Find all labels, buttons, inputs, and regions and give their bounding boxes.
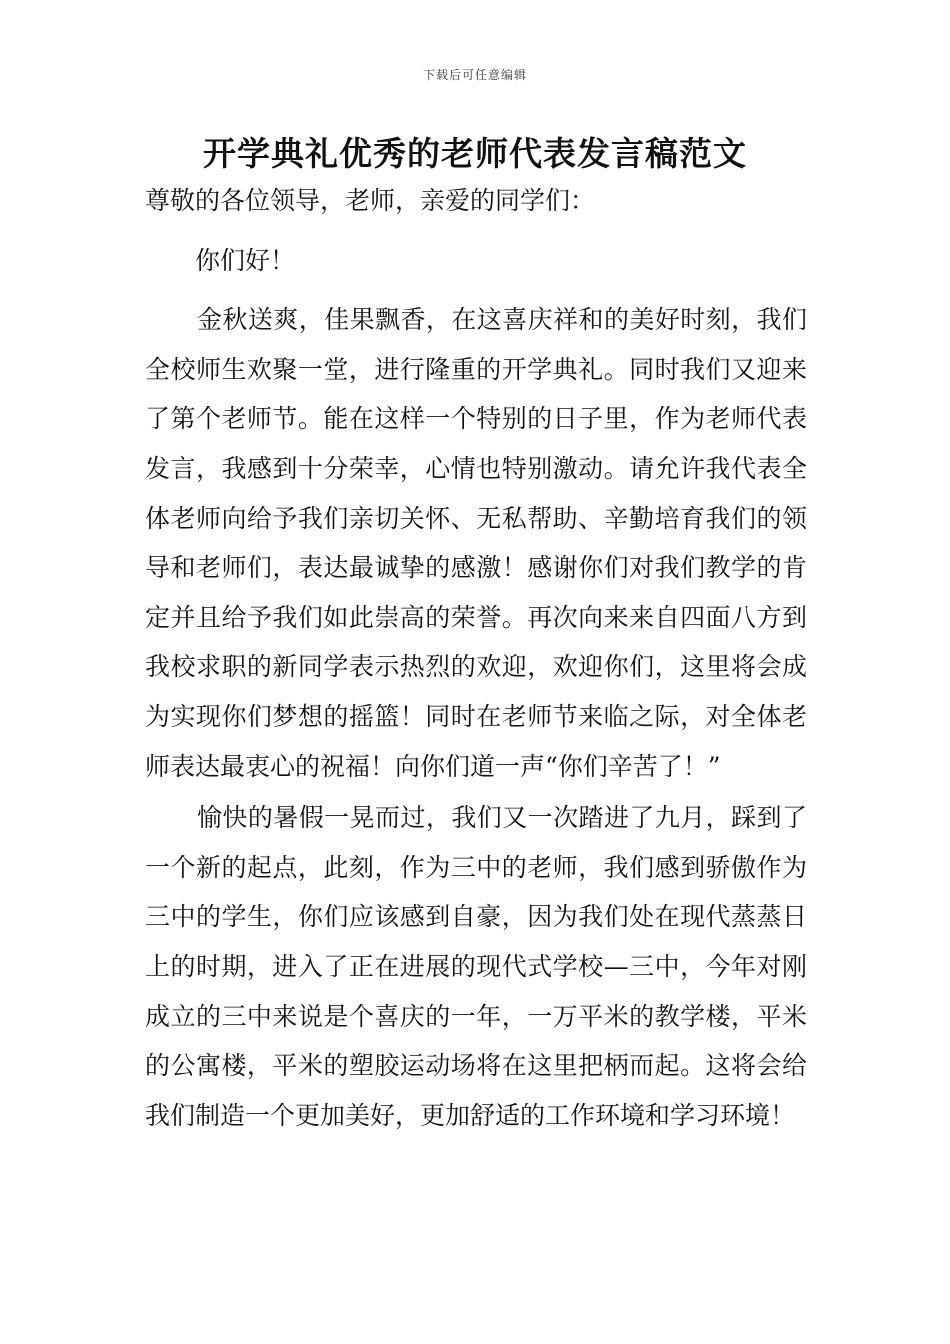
salutation: 尊敬的各位领导，老师，亲爱的同学们： bbox=[145, 186, 596, 215]
document-title: 开学典礼优秀的老师代表发言稿范文 bbox=[203, 134, 747, 173]
greeting: 你们好！ bbox=[195, 245, 296, 275]
document-body bbox=[145, 176, 807, 1140]
body-paragraph: 愉快的暑假一晃而过，我们又一次踏进了九月，踩到了一个新的起点，此刻，作为三中的老师，我们感到骄傲作为三中的学生，你们应该感到自豪，因为我们处在现代蒸蒸日上的时期，进入了正在进展的现代式学校—三中，今年对刚成立的三中来说是个喜庆的一年，一万平米的教学楼，平米的公寓楼，平米的塑胶运动场将在这里把柄而起。这将会给我们制造一个更加美好，更加舒适的工作环境和学习环境！ bbox=[145, 803, 807, 1130]
body-paragraph: 金秋送爽，佳果飘香，在这喜庆祥和的美好时刻，我们全校师生欢聚一堂，进行隆重的开学典礼。同时我们又迎来了第个老师节。能在这样一个特别的日子里，作为老师代表发言，我感到十分荣幸，心情也特别激动。请允许我代表全体老师向给予我们亲切关怀、无私帮助、辛勤培育我们的领导和老师们，表达最诚挚的感激！感谢你们对我们教学的肯定并且给予我们如此崇高的荣誉。再次向来来自四面八方到我校求职的新同学表示热烈的欢迎，欢迎你们，这里将会成为实现你们梦想的摇篮！同时在老师节来临之际，对全体老师表达最衷心的祝福！向你们道一声“你们辛苦了！” bbox=[145, 305, 807, 781]
header-note: 下载后可任意编辑 bbox=[422, 68, 527, 82]
